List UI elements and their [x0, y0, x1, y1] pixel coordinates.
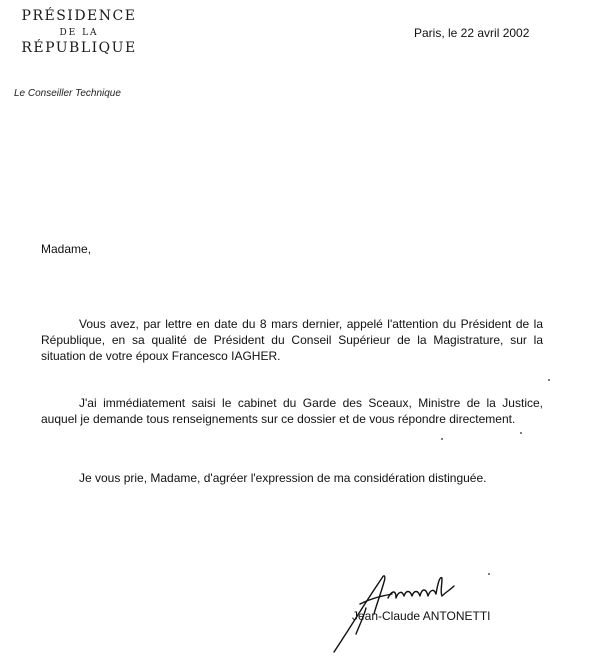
paragraph-2: J'ai immédiatement saisi le cabinet du Garde des Sceaux, Ministre de la Justice, auquel je demande tous renseignements sur ce dossier et de vous répondre directement. [41, 396, 543, 426]
sender-title: Le Conseiller Technique [14, 88, 121, 99]
scan-speck [488, 573, 490, 575]
letterhead-line-1: PRÉSIDENCE [21, 8, 137, 24]
paragraph-1: Vous avez, par lettre en date du 8 mars dernier, appelé l'attention du Président de la République, en sa qualité de Président du Conseil Supérieur de la Magistrature, sur la situation de votre époux Francesco IAGHER. [41, 317, 543, 363]
letterhead-line-2: DE LA [59, 28, 99, 38]
scan-speck [520, 432, 522, 434]
scan-speck [441, 438, 443, 440]
signatory-name: Jean-Claude ANTONETTI [352, 609, 491, 623]
paragraph-3: Je vous prie, Madame, d'agréer l'expression de ma considération distinguée. [79, 471, 487, 485]
salutation: Madame, [41, 242, 92, 256]
letterhead-line-3: RÉPUBLIQUE [21, 40, 137, 56]
date-line: Paris, le 22 avril 2002 [414, 26, 530, 40]
scan-speck [548, 379, 550, 381]
letterhead [14, 8, 144, 56]
